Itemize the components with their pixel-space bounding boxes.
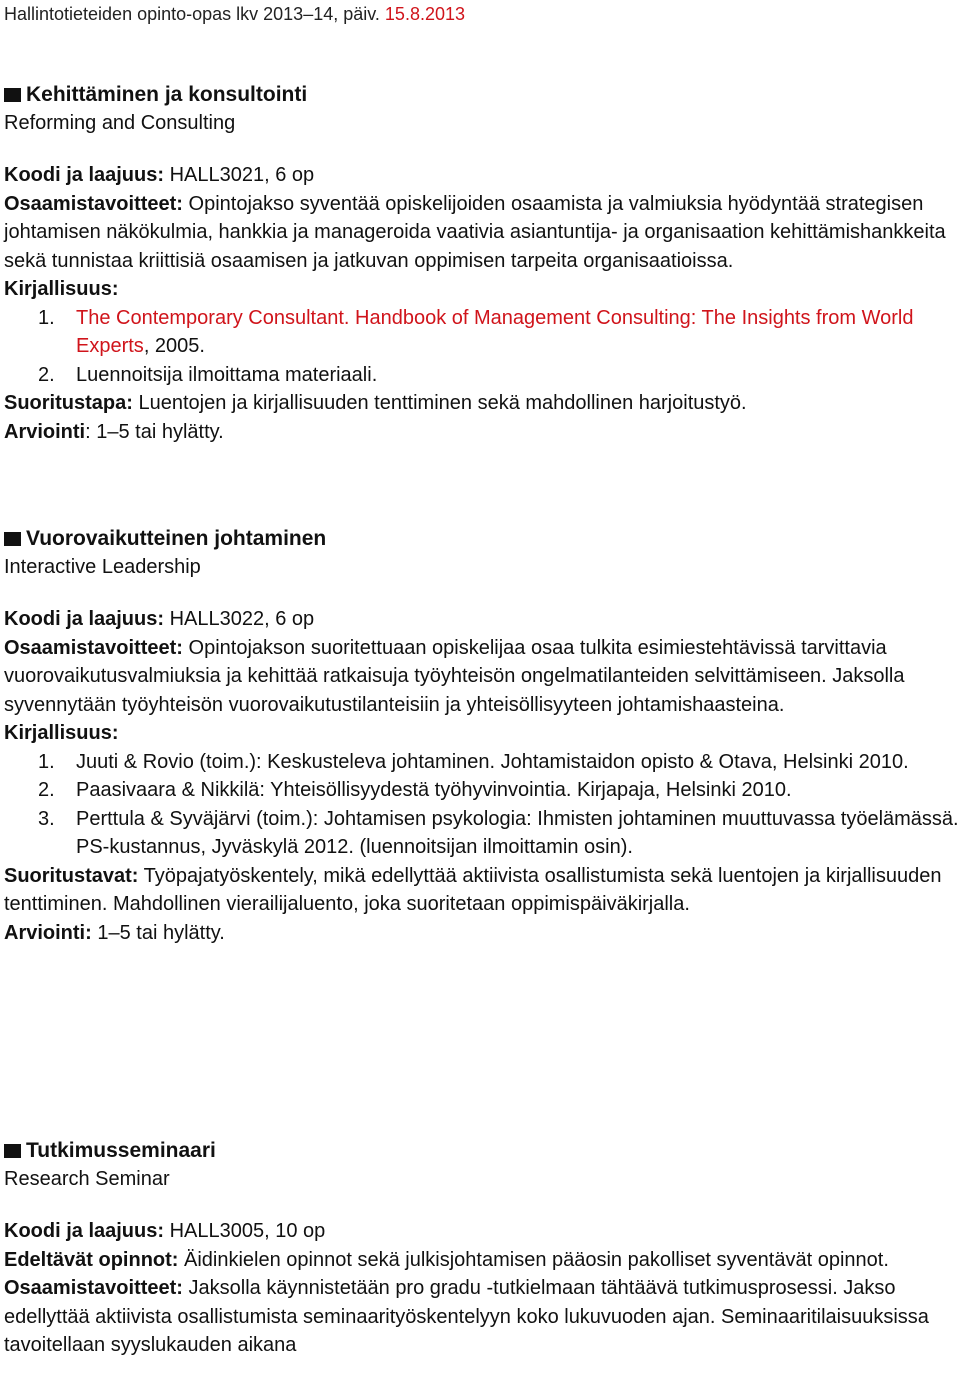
- completion-method-text: Työpajatyöskentely, mikä edellyttää aktiivista osallistumista sekä luentojen ja kirjallisuuden tenttiminen. Mahdollinen vierailijaluento, joka suoritetaan oppimispäiväkirjalla.: [4, 864, 942, 915]
- square-bullet-icon: [4, 1144, 21, 1158]
- learning-outcomes: [4, 634, 959, 720]
- square-bullet-icon: [4, 88, 21, 102]
- section-subtitle: Interactive Leadership: [4, 556, 201, 578]
- literature-link[interactable]: The Contemporary Consultant. Handbook of Management Consulting: The Insights from World Experts: [76, 306, 914, 357]
- assessment: [4, 418, 959, 447]
- course-code-value: HALL3021, 6 op: [164, 164, 315, 186]
- section-title-text: Tutkimusseminaari: [26, 1139, 216, 1162]
- section-subtitle: Research Seminar: [4, 1168, 170, 1190]
- course-code-value: HALL3022, 6 op: [164, 608, 315, 630]
- assessment-text: : 1–5 tai hylätty.: [85, 420, 224, 443]
- label-arviointi: Arviointi: [4, 420, 86, 443]
- completion-method: [4, 389, 959, 418]
- label-koodi: Koodi ja laajuus:: [4, 164, 165, 186]
- course-code-line: [4, 161, 959, 190]
- course-code-line: [4, 1217, 959, 1246]
- label-arviointi: Arviointi:: [4, 921, 92, 944]
- list-item: [4, 361, 959, 390]
- completion-method: [4, 862, 959, 919]
- label-osaamistavoitteet: Osaamistavoitteet:: [4, 636, 183, 659]
- learning-outcomes-text: Jaksolla käynnistetään pro gradu -tutkielmaan tähtäävä tutkimusprosessi. Jakso edellyttää aktiivista osallistumista seminaarityöskentelyyn koko lukuvuoden ajan. Seminaaritilaisuuksissa tavoitellaan syyslukauden aikana: [4, 1277, 929, 1356]
- section-title-text: Kehittäminen ja konsultointi: [26, 83, 308, 106]
- assessment: [4, 919, 959, 948]
- label-osaamistavoitteet: Osaamistavoitteet:: [4, 1277, 183, 1299]
- learning-outcomes-text: Opintojakson suoritettuaan opiskelijaa osaa tulkita esimiestehtävissä tarvittavia vuorovaikutusvalmiuksia ja kehittää ratkaisuja työyhteisön ongelmatilanteiden selvittämiseen. Jaksolla syvennytään työyhteisön vuorovaikutustilanteisiin ja yhteisöllisyyteen johtamishaasteina.: [4, 636, 905, 716]
- list-item-number: 2.: [38, 363, 55, 386]
- literature-heading: [4, 275, 959, 304]
- course-section-tutkimusseminaari: [4, 1137, 959, 1360]
- literature-text: Paasivaara & Nikkilä: Yhteisöllisyydestä työhyvinvointia. Kirjapaja, Helsinki 2010.: [76, 779, 792, 801]
- square-bullet-icon: [4, 532, 21, 546]
- learning-outcomes: [4, 1274, 959, 1360]
- list-item: [4, 776, 959, 805]
- label-kirjallisuus: Kirjallisuus:: [4, 722, 119, 744]
- list-item-number: 1.: [38, 750, 55, 773]
- list-item-number: 3.: [38, 807, 55, 830]
- course-section-kehittaminen: [4, 81, 959, 446]
- label-koodi: Koodi ja laajuus:: [4, 1220, 165, 1242]
- literature-list: [4, 304, 959, 390]
- learning-outcomes: [4, 190, 959, 276]
- label-kirjallisuus: Kirjallisuus:: [4, 278, 119, 300]
- literature-text: Juuti & Rovio (toim.): Keskusteleva johtaminen. Johtamistaidon opisto & Otava, Helsinki 2010.: [76, 750, 909, 773]
- list-item-number: 2.: [38, 779, 55, 801]
- label-suoritustapa: Suoritustapa:: [4, 392, 133, 414]
- label-edeltavat: Edeltävät opinnot:: [4, 1248, 179, 1271]
- course-code-line: [4, 605, 959, 634]
- section-title: [4, 525, 959, 553]
- section-title: [4, 81, 959, 109]
- list-item: [4, 748, 959, 777]
- completion-method-text: Luentojen ja kirjallisuuden tenttiminen sekä mahdollinen harjoitustyö.: [132, 392, 747, 414]
- section-title-text: Vuorovaikutteinen johtaminen: [26, 527, 327, 550]
- prerequisites-text: Äidinkielen opinnot sekä julkisjohtamisen pääosin pakolliset syventävät opinnot.: [178, 1248, 889, 1271]
- course-code-value: HALL3005, 10 op: [164, 1220, 326, 1242]
- prerequisites: [4, 1246, 959, 1275]
- label-suoritustavat: Suoritustavat:: [4, 864, 139, 887]
- literature-year: , 2005.: [143, 335, 205, 357]
- section-subtitle: Reforming and Consulting: [4, 112, 236, 134]
- page-header: [4, 3, 465, 25]
- label-osaamistavoitteet: Osaamistavoitteet:: [4, 192, 183, 215]
- list-item: [4, 304, 959, 361]
- assessment-text: 1–5 tai hylätty.: [91, 921, 225, 944]
- course-section-vuorovaikutteinen: [4, 525, 959, 947]
- literature-list: [4, 748, 959, 862]
- header-text: Hallintotieteiden opinto-opas lkv 2013–14, päiv.: [4, 4, 385, 24]
- list-item: [4, 805, 959, 862]
- header-date: 15.8.2013: [384, 4, 465, 24]
- literature-text: Luennoitsija ilmoittama materiaali.: [76, 363, 378, 386]
- learning-outcomes-text: Opintojakso syventää opiskelijoiden osaamista ja valmiuksia hyödyntää strategisen johtamisen näkökulmia, hankkia ja manageroida vaativia asiantuntija- ja organisaation kehittämishankkeita sekä tunnistaa kriittisiä osaamisen ja jatkuvan oppimisen tarpeita organisaatioissa.: [4, 192, 946, 272]
- list-item-number: 1.: [38, 306, 55, 329]
- section-title: [4, 1137, 959, 1165]
- literature-text: Perttula & Syväjärvi (toim.): Johtamisen psykologia: Ihmisten johtaminen muuttuvassa työelämässä. PS-kustannus, Jyväskylä 2012. (luennoitsijan ilmoittamin osin).: [76, 807, 959, 858]
- label-koodi: Koodi ja laajuus:: [4, 608, 165, 630]
- literature-heading: [4, 719, 959, 748]
